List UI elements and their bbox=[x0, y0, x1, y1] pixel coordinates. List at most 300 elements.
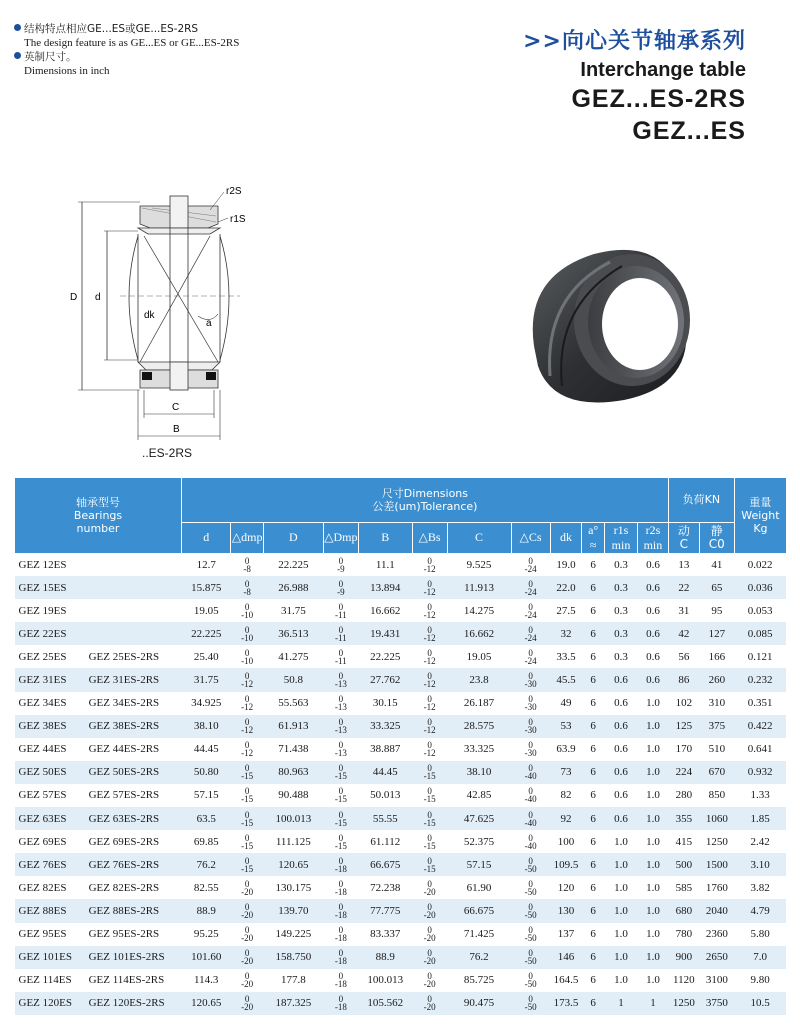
cell-D: 187.325 bbox=[263, 992, 323, 1015]
cell-r1: 0.6 bbox=[614, 697, 628, 710]
cell-B: 61.112 bbox=[370, 835, 401, 848]
cell-a: 6 bbox=[582, 622, 605, 645]
cell-Dmp: 0 -13 bbox=[334, 694, 347, 713]
cell-D: 111.125 bbox=[275, 835, 311, 848]
cell-a: 6 bbox=[590, 974, 596, 987]
cell-w: 9.80 bbox=[750, 974, 770, 987]
cell-m2 bbox=[85, 599, 182, 622]
cell-dmp: 0 -20 bbox=[231, 992, 264, 1015]
cell-Cs: 0 -50 bbox=[511, 899, 550, 922]
cell-r2: 1.0 bbox=[646, 881, 660, 894]
cell-m2 bbox=[85, 553, 182, 576]
cell-r2: 0.6 bbox=[646, 558, 660, 571]
table-row bbox=[15, 923, 787, 946]
cell-stat: 2360 bbox=[705, 928, 728, 941]
cell-C: 16.662 bbox=[447, 622, 511, 645]
cell-d: 57.15 bbox=[193, 789, 219, 802]
cell-m1: GEZ 50ES bbox=[15, 761, 85, 784]
cell-stat: 310 bbox=[708, 697, 726, 710]
cell-w: 0.232 bbox=[734, 668, 786, 691]
col-C: C bbox=[447, 522, 511, 553]
cell-stat: 510 bbox=[708, 743, 726, 756]
bullet-icon bbox=[14, 24, 21, 31]
cell-m2: GEZ 38ES-2RS bbox=[85, 715, 182, 738]
cell-D: 22.225 bbox=[278, 558, 309, 571]
cell-m1: GEZ 63ES bbox=[15, 807, 85, 830]
cell-dk: 100 bbox=[557, 835, 575, 848]
cell-Cs: 0 -40 bbox=[524, 786, 537, 805]
cell-r2: 1.0 bbox=[637, 715, 668, 738]
cell-w: 0.422 bbox=[734, 715, 786, 738]
cell-a: 6 bbox=[590, 604, 596, 617]
cell-Dmp: 0 -18 bbox=[323, 992, 358, 1015]
cell-Bs: 0 -20 bbox=[412, 992, 447, 1015]
cell-stat: 2650 bbox=[699, 946, 734, 969]
cell-C: 38.10 bbox=[447, 761, 511, 784]
cell-dmp: 0 -12 bbox=[231, 715, 264, 738]
cell-dk: 173.5 bbox=[550, 992, 582, 1015]
cell-dyn: 280 bbox=[675, 789, 693, 802]
cell-Dmp: 0 -11 bbox=[323, 622, 358, 645]
table-row bbox=[15, 668, 787, 691]
cell-m2: GEZ 44ES-2RS bbox=[88, 743, 160, 756]
cell-dk: 109.5 bbox=[550, 853, 582, 876]
table-row bbox=[15, 807, 787, 830]
col-D: D bbox=[263, 522, 323, 553]
cell-D: 41.275 bbox=[278, 650, 309, 663]
table-row bbox=[15, 645, 787, 668]
cell-r1: 0.6 bbox=[614, 789, 628, 802]
cell-Dmp: 0 -18 bbox=[334, 878, 347, 897]
cell-a: 6 bbox=[582, 946, 605, 969]
cell-r1: 1 bbox=[605, 992, 638, 1015]
table-row bbox=[15, 576, 787, 599]
cell-d: 44.45 bbox=[193, 743, 219, 756]
cell-stat: 260 bbox=[699, 668, 734, 691]
cell-r2: 1.0 bbox=[637, 899, 668, 922]
cell-Dmp: 0 -18 bbox=[323, 946, 358, 969]
cell-d: 19.05 bbox=[193, 604, 219, 617]
cell-dyn: 13 bbox=[678, 558, 690, 571]
cell-m1: GEZ 15ES bbox=[15, 576, 85, 599]
cell-a: 6 bbox=[590, 743, 596, 756]
cell-w: 4.79 bbox=[734, 899, 786, 922]
table-row bbox=[15, 715, 787, 738]
series-title: >>向心关节轴承系列 bbox=[523, 29, 746, 54]
cell-w: 0.932 bbox=[734, 761, 786, 784]
cell-r2: 0.6 bbox=[637, 668, 668, 691]
cell-dyn: 355 bbox=[668, 807, 699, 830]
cell-B: 66.675 bbox=[358, 853, 412, 876]
header-bearings: 轴承型号 Bearings number bbox=[15, 478, 182, 553]
cell-Cs: 0 -24 bbox=[524, 647, 537, 666]
interchange-table bbox=[14, 478, 786, 1015]
cell-r1: 0.3 bbox=[614, 558, 628, 571]
cell-C: 23.8 bbox=[447, 668, 511, 691]
cell-stat: 41 bbox=[711, 558, 723, 571]
table-row bbox=[15, 738, 787, 761]
cell-r1: 1.0 bbox=[614, 928, 628, 941]
cell-d: 50.80 bbox=[181, 761, 230, 784]
header-weight: 重量 Weight Kg bbox=[734, 478, 786, 553]
cell-dyn: 1250 bbox=[668, 992, 699, 1015]
bearing-section-drawing bbox=[60, 176, 260, 440]
cell-w: 1.33 bbox=[750, 789, 770, 802]
cell-m2 bbox=[85, 576, 182, 599]
cell-stat: 65 bbox=[699, 576, 734, 599]
cell-C: 19.05 bbox=[466, 650, 492, 663]
cell-D: 149.225 bbox=[275, 928, 312, 941]
cell-dmp: 0 -8 bbox=[243, 555, 251, 574]
cell-Dmp: 0 -18 bbox=[334, 925, 347, 944]
cell-C: 42.85 bbox=[466, 789, 492, 802]
model-title-1: GEZ...ES-2RS bbox=[571, 85, 746, 113]
label-r2s: r2S bbox=[226, 186, 242, 197]
table-body bbox=[15, 553, 787, 1015]
cell-D: 100.013 bbox=[263, 807, 323, 830]
cell-Cs: 0 -50 bbox=[524, 971, 537, 990]
bullet-icon bbox=[14, 52, 21, 59]
cell-r2: 1.0 bbox=[637, 946, 668, 969]
cell-dmp: 0 -10 bbox=[241, 601, 254, 620]
cell-D: 50.8 bbox=[263, 668, 323, 691]
cell-a: 6 bbox=[590, 558, 596, 571]
cell-Bs: 0 -12 bbox=[423, 601, 436, 620]
cell-C: 14.275 bbox=[463, 604, 495, 617]
cell-dmp: 0 -10 bbox=[241, 647, 254, 666]
cell-B: 72.238 bbox=[370, 881, 401, 894]
cell-B: 83.337 bbox=[370, 928, 401, 941]
cell-D: 177.8 bbox=[280, 974, 306, 987]
cell-dk: 130 bbox=[550, 899, 582, 922]
cell-r2: 0.6 bbox=[637, 576, 668, 599]
cell-D: 158.750 bbox=[263, 946, 323, 969]
cell-w: 0.641 bbox=[747, 743, 773, 756]
cell-Bs: 0 -12 bbox=[423, 740, 436, 759]
cell-d: 15.875 bbox=[181, 576, 230, 599]
cell-dk: 164.5 bbox=[553, 974, 579, 987]
table-row bbox=[15, 946, 787, 969]
cell-r2: 0.6 bbox=[637, 622, 668, 645]
cell-Bs: 0 -12 bbox=[423, 647, 436, 666]
cell-C: 71.425 bbox=[463, 928, 495, 941]
cell-w: 7.0 bbox=[734, 946, 786, 969]
cell-C: 9.525 bbox=[466, 558, 492, 571]
label-dk: dk bbox=[144, 310, 155, 321]
cell-dyn: 500 bbox=[668, 853, 699, 876]
cell-r1: 1.0 bbox=[605, 946, 638, 969]
cell-D: 31.75 bbox=[280, 604, 306, 617]
cell-Cs: 0 -24 bbox=[524, 555, 537, 574]
cell-B: 30.15 bbox=[372, 697, 398, 710]
cell-m1: GEZ 31ES bbox=[15, 668, 85, 691]
cell-Bs: 0 -12 bbox=[423, 694, 436, 713]
cell-r2: 1.0 bbox=[637, 761, 668, 784]
table-row bbox=[15, 692, 787, 715]
cell-B: 44.45 bbox=[358, 761, 412, 784]
cell-Dmp: 0 -9 bbox=[337, 555, 345, 574]
cell-C: 61.90 bbox=[466, 881, 492, 894]
cell-stat: 670 bbox=[699, 761, 734, 784]
cell-r2: 1.0 bbox=[646, 974, 660, 987]
cell-a: 6 bbox=[582, 899, 605, 922]
cell-a: 6 bbox=[582, 668, 605, 691]
cell-a: 6 bbox=[590, 789, 596, 802]
cell-m1: GEZ 69ES bbox=[18, 835, 67, 848]
label-D: D bbox=[70, 292, 78, 303]
cell-Cs: 0 -50 bbox=[511, 992, 550, 1015]
cell-w: 0.351 bbox=[747, 697, 773, 710]
cell-d: 34.925 bbox=[191, 697, 222, 710]
cell-a: 6 bbox=[582, 761, 605, 784]
cell-stat: 3100 bbox=[705, 974, 728, 987]
cell-Bs: 0 -15 bbox=[412, 807, 447, 830]
cell-Bs: 0 -12 bbox=[412, 715, 447, 738]
col-dmp: △dmp bbox=[231, 522, 264, 553]
cell-a: 6 bbox=[582, 992, 605, 1015]
cell-C: 52.375 bbox=[463, 835, 495, 848]
cell-Dmp: 0 -11 bbox=[335, 647, 347, 666]
cell-C: 76.2 bbox=[447, 946, 511, 969]
cell-d: 63.5 bbox=[181, 807, 230, 830]
cell-Bs: 0 -20 bbox=[423, 971, 436, 990]
cell-r2: 1 bbox=[637, 992, 668, 1015]
title-block bbox=[523, 24, 746, 146]
cell-stat: 1760 bbox=[705, 881, 728, 894]
cell-Cs: 0 -24 bbox=[524, 601, 537, 620]
cell-D: 36.513 bbox=[263, 622, 323, 645]
cell-D: 90.488 bbox=[278, 789, 309, 802]
cell-d: 76.2 bbox=[181, 853, 230, 876]
cell-r1: 1.0 bbox=[605, 899, 638, 922]
cell-d: 95.25 bbox=[193, 928, 219, 941]
cell-B: 16.662 bbox=[370, 604, 401, 617]
cell-Cs: 0 -40 bbox=[524, 832, 537, 851]
cell-r1: 1.0 bbox=[614, 881, 628, 894]
cell-m2: GEZ 114ES-2RS bbox=[88, 974, 165, 987]
cell-B: 27.762 bbox=[358, 668, 412, 691]
cell-r1: 0.6 bbox=[605, 761, 638, 784]
cell-dyn: 42 bbox=[668, 622, 699, 645]
cell-Cs: 0 -24 bbox=[511, 622, 550, 645]
cell-C: 26.187 bbox=[463, 697, 495, 710]
cell-dmp: 0 -20 bbox=[241, 925, 254, 944]
cell-r1: 1.0 bbox=[614, 974, 628, 987]
table-row bbox=[15, 830, 787, 853]
cell-Bs: 0 -15 bbox=[423, 786, 436, 805]
cell-dyn: 125 bbox=[668, 715, 699, 738]
cell-m1: GEZ 57ES bbox=[18, 789, 67, 802]
cell-C: 90.475 bbox=[447, 992, 511, 1015]
cell-m2: GEZ 95ES-2RS bbox=[88, 928, 160, 941]
cell-m2: GEZ 57ES-2RS bbox=[88, 789, 160, 802]
cell-m2: GEZ 101ES-2RS bbox=[85, 946, 182, 969]
cell-Dmp: 0 -15 bbox=[334, 786, 347, 805]
cell-Dmp: 0 -13 bbox=[323, 715, 358, 738]
cell-m1: GEZ 101ES bbox=[15, 946, 85, 969]
cell-Bs: 0 -20 bbox=[423, 878, 436, 897]
col-Dmp: △Dmp bbox=[323, 522, 358, 553]
cell-a: 6 bbox=[590, 650, 596, 663]
cell-dk: 49 bbox=[560, 697, 572, 710]
cell-Dmp: 0 -18 bbox=[323, 853, 358, 876]
cell-dyn: 56 bbox=[678, 650, 690, 663]
cell-dmp: 0 -20 bbox=[241, 878, 254, 897]
table-row bbox=[15, 622, 787, 645]
table-row bbox=[15, 599, 787, 622]
cell-stat: 127 bbox=[699, 622, 734, 645]
cell-Cs: 0 -50 bbox=[511, 946, 550, 969]
cell-Bs: 0 -20 bbox=[412, 899, 447, 922]
cell-r2: 1.0 bbox=[646, 835, 660, 848]
cell-w: 2.42 bbox=[750, 835, 770, 848]
cell-r2: 1.0 bbox=[646, 789, 660, 802]
col-dynamic: 动 C bbox=[668, 522, 699, 553]
table-row bbox=[15, 992, 787, 1015]
cell-dk: 63.9 bbox=[556, 743, 576, 756]
intro-notes bbox=[14, 22, 239, 78]
cell-dyn: 22 bbox=[668, 576, 699, 599]
cell-Cs: 0 -24 bbox=[511, 576, 550, 599]
cell-dmp: 0 -15 bbox=[231, 853, 264, 876]
cell-m1: GEZ 120ES bbox=[15, 992, 85, 1015]
cell-dyn: 780 bbox=[675, 928, 693, 941]
cell-dk: 146 bbox=[550, 946, 582, 969]
cell-m2: GEZ 120ES-2RS bbox=[85, 992, 182, 1015]
cell-C: 47.625 bbox=[447, 807, 511, 830]
cell-Dmp: 0 -15 bbox=[323, 761, 358, 784]
cell-dmp: 0 -15 bbox=[241, 832, 254, 851]
cell-a: 6 bbox=[582, 715, 605, 738]
cell-m1: GEZ 82ES bbox=[18, 881, 67, 894]
cell-m2: GEZ 88ES-2RS bbox=[85, 899, 182, 922]
cell-dk: 82 bbox=[560, 789, 572, 802]
cell-B: 38.887 bbox=[370, 743, 401, 756]
cell-dmp: 0 -20 bbox=[241, 971, 254, 990]
table-row bbox=[15, 784, 787, 807]
cell-r1: 0.3 bbox=[605, 622, 638, 645]
cell-B: 100.013 bbox=[367, 974, 404, 987]
drawing-caption: ..ES-2RS bbox=[142, 446, 193, 460]
cell-Dmp: 0 -11 bbox=[335, 601, 347, 620]
cell-dk: 137 bbox=[557, 928, 575, 941]
label-C: C bbox=[172, 402, 180, 413]
cell-Cs: 0 -30 bbox=[524, 694, 537, 713]
cell-d: 120.65 bbox=[181, 992, 230, 1015]
cell-Bs: 0 -15 bbox=[412, 853, 447, 876]
cell-d: 38.10 bbox=[181, 715, 230, 738]
note-line-2: 英制尺寸。 bbox=[14, 50, 239, 64]
cell-stat: 1250 bbox=[705, 835, 728, 848]
cell-dyn: 680 bbox=[668, 899, 699, 922]
note-line-1-en: The design feature is as GE...ES or GE...ES-2RS bbox=[24, 37, 240, 49]
cell-r2: 0.6 bbox=[646, 650, 660, 663]
cell-dyn: 31 bbox=[678, 604, 690, 617]
cell-dk: 120 bbox=[557, 881, 575, 894]
cell-dk: 27.5 bbox=[556, 604, 576, 617]
cell-m2: GEZ 76ES-2RS bbox=[85, 853, 182, 876]
header-dimensions: 尺寸Dimensions 公差(um)Tolerance) bbox=[181, 478, 668, 522]
col-Cs: △Cs bbox=[511, 522, 550, 553]
cell-Dmp: 0 -15 bbox=[323, 807, 358, 830]
cell-m2: GEZ 69ES-2RS bbox=[88, 835, 160, 848]
cell-B: 50.013 bbox=[370, 789, 401, 802]
cell-stat: 1500 bbox=[699, 853, 734, 876]
cell-Bs: 0 -15 bbox=[423, 832, 436, 851]
cell-a: 6 bbox=[582, 853, 605, 876]
cell-dk: 33.5 bbox=[556, 650, 576, 663]
cell-dyn: 900 bbox=[668, 946, 699, 969]
cell-r2: 1.0 bbox=[646, 697, 660, 710]
cell-Cs: 0 -40 bbox=[511, 761, 550, 784]
cell-r2: 1.0 bbox=[637, 853, 668, 876]
cell-r2: 1.0 bbox=[646, 743, 660, 756]
cell-r1: 1.0 bbox=[605, 853, 638, 876]
cell-Dmp: 0 -18 bbox=[334, 971, 347, 990]
cell-dmp: 0 -20 bbox=[231, 946, 264, 969]
cell-m2: GEZ 31ES-2RS bbox=[85, 668, 182, 691]
cell-Dmp: 0 -9 bbox=[323, 576, 358, 599]
cell-dyn: 224 bbox=[668, 761, 699, 784]
cell-B: 105.562 bbox=[358, 992, 412, 1015]
cell-dk: 92 bbox=[550, 807, 582, 830]
cell-dk: 19.0 bbox=[556, 558, 576, 571]
cell-dk: 32 bbox=[550, 622, 582, 645]
cell-Dmp: 0 -18 bbox=[323, 899, 358, 922]
cell-D: 80.963 bbox=[263, 761, 323, 784]
cell-C: 66.675 bbox=[447, 899, 511, 922]
cell-Dmp: 0 -15 bbox=[334, 832, 347, 851]
cell-w: 0.053 bbox=[747, 604, 773, 617]
label-r1s: r1S bbox=[230, 214, 246, 225]
cell-Dmp: 0 -13 bbox=[334, 740, 347, 759]
cell-dmp: 0 -10 bbox=[231, 622, 264, 645]
cell-a: 6 bbox=[590, 881, 596, 894]
cell-D: 26.988 bbox=[263, 576, 323, 599]
table-row bbox=[15, 876, 787, 899]
cell-Bs: 0 -12 bbox=[412, 576, 447, 599]
cell-D: 120.65 bbox=[263, 853, 323, 876]
cell-m1: GEZ 22ES bbox=[15, 622, 85, 645]
cell-dk: 53 bbox=[550, 715, 582, 738]
cell-B: 13.894 bbox=[358, 576, 412, 599]
cell-stat: 166 bbox=[708, 650, 726, 663]
cell-w: 3.10 bbox=[734, 853, 786, 876]
cell-a: 6 bbox=[582, 807, 605, 830]
cell-dmp: 0 -15 bbox=[231, 761, 264, 784]
cell-dyn: 1120 bbox=[673, 974, 695, 987]
cell-Dmp: 0 -13 bbox=[323, 668, 358, 691]
cell-r1: 0.3 bbox=[605, 576, 638, 599]
cell-d: 12.7 bbox=[196, 558, 216, 571]
cell-d: 82.55 bbox=[193, 881, 219, 894]
cell-B: 19.431 bbox=[358, 622, 412, 645]
col-dk: dk bbox=[550, 522, 582, 553]
cell-dmp: 0 -12 bbox=[241, 740, 254, 759]
cell-stat: 375 bbox=[699, 715, 734, 738]
cell-dyn: 415 bbox=[675, 835, 693, 848]
cell-m1: GEZ 34ES bbox=[18, 697, 67, 710]
cell-r1: 0.6 bbox=[605, 715, 638, 738]
cell-d: 88.9 bbox=[181, 899, 230, 922]
cell-dk: 45.5 bbox=[550, 668, 582, 691]
cell-B: 88.9 bbox=[358, 946, 412, 969]
cell-w: 10.5 bbox=[734, 992, 786, 1015]
label-B: B bbox=[173, 424, 180, 435]
cell-m2: GEZ 34ES-2RS bbox=[88, 697, 160, 710]
cell-r2: 1.0 bbox=[646, 928, 660, 941]
cell-r2: 1.0 bbox=[637, 807, 668, 830]
